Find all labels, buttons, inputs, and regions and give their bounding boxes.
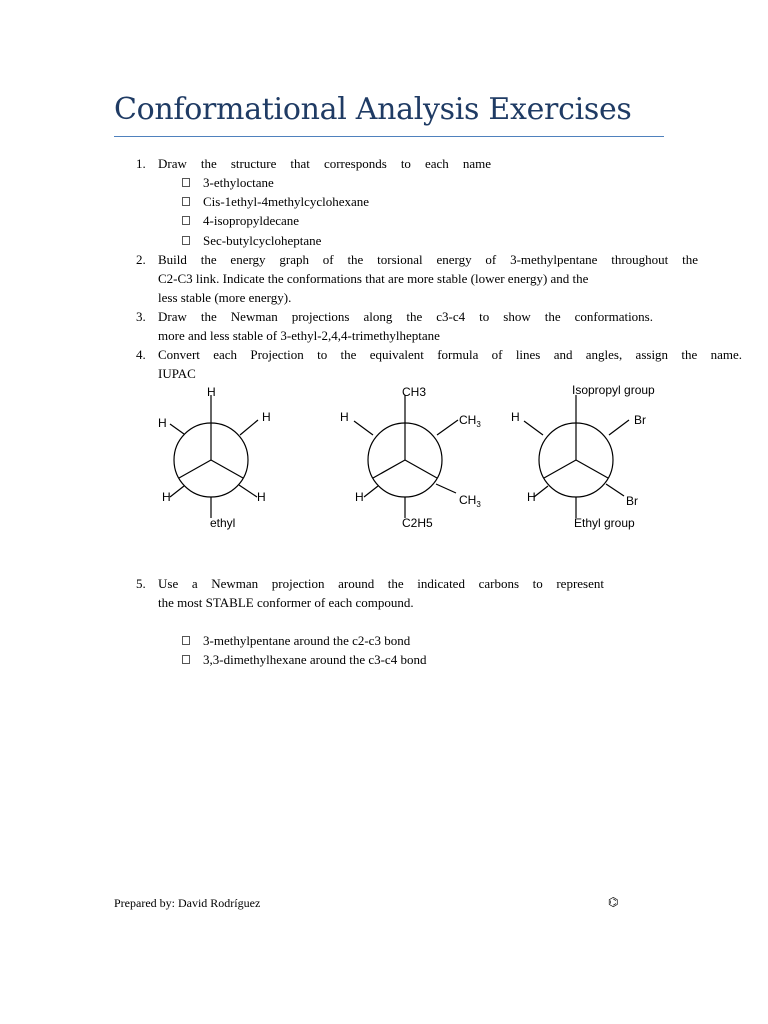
item-1-bullet-2: Cis-1ethyl-4methylcyclohexane (203, 194, 370, 209)
page-title: Conformational Analysis Exercises (114, 92, 632, 127)
p3-top-label: Isopropyl group (572, 383, 655, 397)
item-1-number: 1. (136, 156, 146, 171)
newman-projections-figure (140, 380, 660, 536)
item-5-bullet-2: 3,3-dimethylhexane around the c3-c4 bond (203, 652, 427, 667)
item-1-bullet-1: 3-ethyloctane (203, 175, 274, 190)
bullet-square-icon (182, 636, 190, 645)
newman-projection-3 (511, 383, 655, 530)
p2-bottom-label: C2H5 (402, 516, 433, 530)
newman-projection-2 (340, 385, 481, 530)
p3-upper-right-label: Br (634, 413, 646, 427)
bullet-square-icon (182, 236, 190, 245)
item-2-line-2: C2-C3 link. Indicate the conformations that are more stable (lower energy) and the (158, 271, 589, 286)
bullet-square-icon (182, 655, 190, 664)
p2-top-label: CH3 (402, 385, 427, 399)
p1-lower-right-label: H (257, 490, 266, 504)
p1-lower-left-label: H (162, 490, 171, 504)
bullet-square-icon (182, 197, 190, 206)
p1-bottom-label: ethyl (210, 516, 236, 530)
p3-bottom-label: Ethyl group (574, 516, 635, 530)
item-5-line-1: Use a Newman projection around the indicated carbons to represent (158, 576, 604, 591)
p2-upper-left-label: H (340, 410, 349, 424)
footer-prepared-by: Prepared by: David Rodríguez (114, 896, 261, 910)
p3-lower-right-label: Br (626, 494, 638, 508)
p3-upper-left-label: H (511, 410, 520, 424)
item-2-line-1: Build the energy graph of the torsional energy of 3-methylpentane throughout the (158, 252, 698, 267)
item-5-line-2: the most STABLE conformer of each compound. (158, 595, 414, 610)
p1-upper-right-label: H (262, 410, 271, 424)
item-1-line-1: Draw the structure that corresponds to each name (158, 156, 491, 171)
item-1-bullet-3: 4-isopropyldecane (203, 213, 300, 228)
p3-lower-left-label: H (527, 490, 536, 504)
bullet-square-icon (182, 216, 190, 225)
item-5-bullet-1: 3-methylpentane around the c2-c3 bond (203, 633, 411, 648)
p1-upper-left-label: H (158, 416, 167, 430)
item-4-line-2: IUPAC (158, 366, 196, 381)
bullet-square-icon (182, 178, 190, 187)
p1-top-label: H (207, 385, 216, 399)
p2-lower-left-label: H (355, 490, 364, 504)
item-4-number: 4. (136, 347, 146, 362)
item-3-line-2: more and less stable of 3-ethyl-2,4,4-trimethylheptane (158, 328, 440, 343)
benzene-icon: ⌬ (608, 895, 619, 909)
p2-lower-right-label: $CH_3$ (459, 493, 481, 509)
p2-upper-right-label: $CH_3$ (459, 413, 481, 429)
item-3-line-1: Draw the Newman projections along the c3-c4 to show the conformations. (158, 309, 653, 324)
item-1-bullet-4: Sec-butylcycloheptane (203, 233, 322, 248)
item-3-number: 3. (136, 309, 146, 324)
item-4-line-1: Convert each Projection to the equivalent formula of lines and angles, assign the name. (158, 347, 742, 362)
title-underline (114, 136, 664, 137)
item-5-number: 5. (136, 576, 146, 591)
item-2-line-3: less stable (more energy). (158, 290, 292, 305)
newman-projection-1 (158, 385, 271, 530)
item-2-number: 2. (136, 252, 146, 267)
